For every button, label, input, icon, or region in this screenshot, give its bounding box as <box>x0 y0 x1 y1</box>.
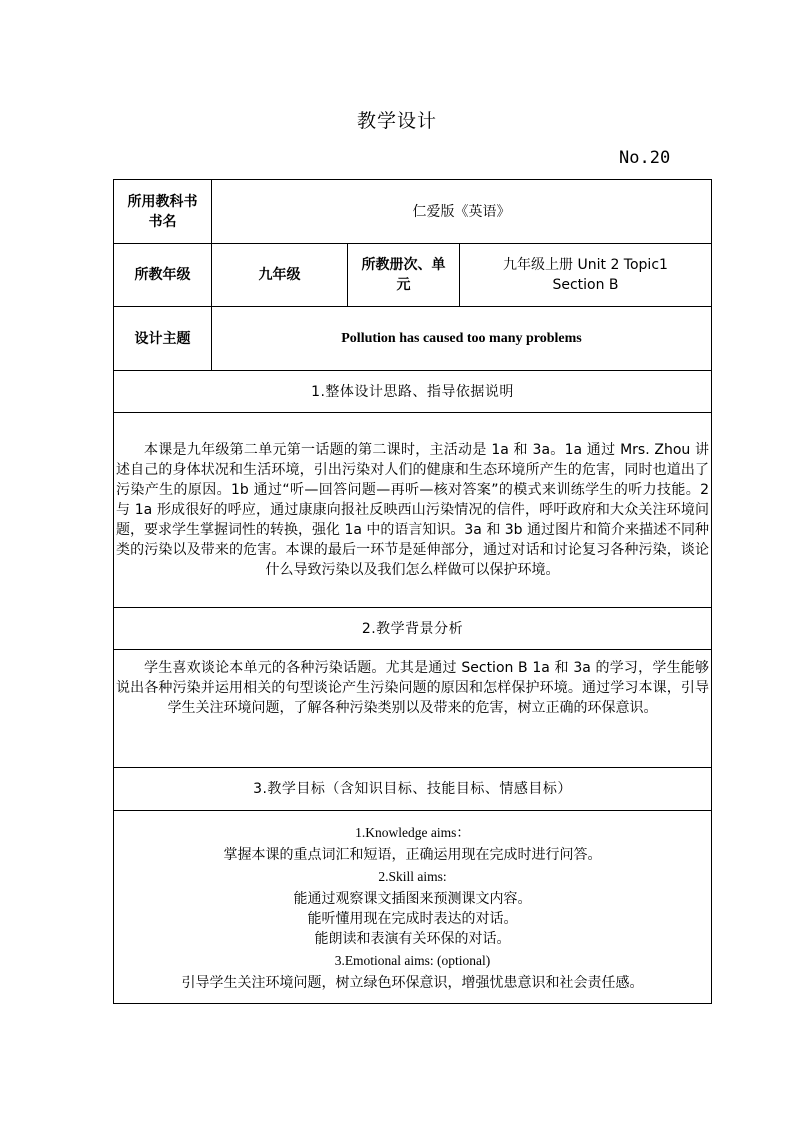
emotional-aim-1: 引导学生关注环境问题，树立绿色环保意识，增强忧患意识和社会责任感。 <box>181 975 644 991</box>
grade-label: 所教年级 <box>114 244 212 307</box>
grade-value: 九年级 <box>212 244 348 307</box>
section-1-body-row <box>114 413 712 608</box>
skill-aim-1: 能通过观察课文插图来预测课文内容。 <box>293 891 532 907</box>
knowledge-aim-1: 掌握本课的重点词汇和短语，正确运用现在完成时进行问答。 <box>223 847 602 863</box>
document-number: No.20 <box>619 148 671 168</box>
section-3-goals <box>114 811 712 1004</box>
section-3-header-row <box>114 768 712 811</box>
section-3-body-row <box>114 811 712 1004</box>
section-2-header-row <box>114 608 712 650</box>
volume-unit-value <box>460 244 712 307</box>
theme-label: 设计主题 <box>114 307 212 371</box>
textbook-label: 所用教科书书名 <box>114 180 212 244</box>
section-2-title: 2.教学背景分析 <box>114 608 712 650</box>
textbook-row <box>114 180 712 244</box>
emotional-aims-heading: 3.Emotional aims: (optional) <box>334 953 491 968</box>
section-1-body: 本课是九年级第二单元第一话题的第二课时，主活动是 1a 和 3a。1a 通过 Mrs. Zhou 讲述自己的身体状况和生活环境，引出污染对人们的健康和生态环境所产生的危害，同时也道出了污染产生的原因。1b 通过“听—回答问题—再听—核对答案”的模式来训练学生的听力技能。2 与 1a 形成很好的呼应，通过康康向报社反映西山污染情况的信件，呼吁政府和大众关注环境问题，要求学生掌握词性的转换，强化 1a 中的语言知识。3a 和 3b 通过图片和简介来描述不同种类的污染以及带来的危害。本课的最后一环节是延伸部分，通过对话和讨论复习各种污染，谈论什么导致污染以及我们怎么样做可以保护环境。 <box>114 413 712 608</box>
knowledge-aims-heading: 1.Knowledge aims： <box>355 825 470 840</box>
theme-value: Pollution has caused too many problems <box>212 307 712 371</box>
volume-unit-value-line1: 九年级上册 Unit 2 Topic1 <box>503 257 668 273</box>
textbook-value: 仁爱版《英语》 <box>212 180 712 244</box>
section-1-header-row <box>114 371 712 413</box>
skill-aim-2: 能听懂用现在完成时表达的对话。 <box>307 911 518 927</box>
skill-aims-heading: 2.Skill aims: <box>378 869 447 884</box>
document-title: 教学设计 <box>356 110 437 132</box>
section-2-body-row <box>114 650 712 768</box>
volume-unit-value-line2: Section B <box>552 277 619 293</box>
section-2-body: 学生喜欢谈论本单元的各种污染话题。尤其是通过 Section B 1a 和 3a 的学习，学生能够说出各种污染并运用相关的句型谈论产生污染问题的原因和怎样保护环境。通过学习本课，引导学生关注环境问题，了解各种污染类别以及带来的危害，树立正确的环保意识。 <box>114 650 712 768</box>
theme-row <box>114 307 712 371</box>
lesson-design-table <box>113 179 712 1004</box>
section-3-title: 3.教学目标（含知识目标、技能目标、情感目标） <box>114 768 712 811</box>
grade-row <box>114 244 712 307</box>
section-1-title: 1.整体设计思路、指导依据说明 <box>114 371 712 413</box>
skill-aim-3: 能朗读和表演有关环保的对话。 <box>314 931 511 947</box>
volume-unit-label: 所教册次、单元 <box>348 244 460 307</box>
